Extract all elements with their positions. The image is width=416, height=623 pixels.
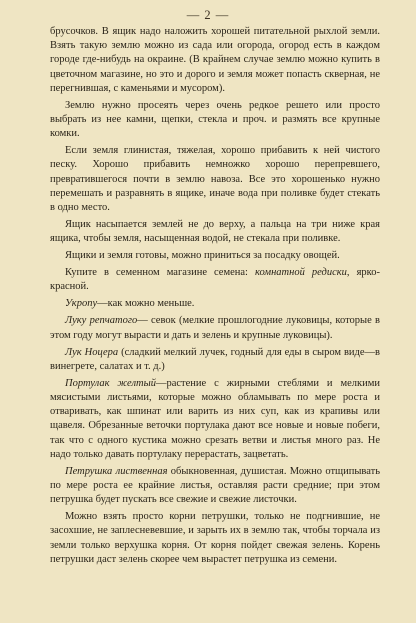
paragraph-text: Ящики и земля готовы, можно приниться за посадку овощей. <box>65 250 340 262</box>
paragraph-emphasis: комнатной редиски <box>255 267 347 279</box>
paragraph-text: —растение с жирными стеблями и мелкими мясистыми листьями, которые можно обламывать по мере роста и отваривать, как шпинат или варить из них суп, как из крапивы или щавеля. Обрезанные веточки портулака дают все новые и новые побеги, так что с одного кустика можно срезать ветви и листья много раз. Не надо только давать портулаку перерастать, зацветать. <box>50 377 380 460</box>
page-body <box>50 25 380 570</box>
paragraph-dill <box>50 297 380 311</box>
paragraph-filling-box <box>50 218 380 246</box>
paragraph-intro <box>50 25 380 96</box>
paragraph-text: брусочков. В ящик надо наложить хорошей питательной рыхлой земли. Взять такую землю можно из сада или огорода, огород есть в каждом городе где-нибудь на окраине. (В крайнем случае землю можно купить в цветочном магазине, но это и дорого и земля может попасть скверная, не перегнившая, с каменьями и мусором). <box>50 26 380 94</box>
paragraph-ready <box>50 249 380 263</box>
paragraph-text: Землю нужно просеять через очень редкое решето или просто выбрать из нее камни, щепки, стекла и проч. и размять все крупные комки. <box>50 99 380 140</box>
paragraph-onion <box>50 314 380 342</box>
paragraph-purslane <box>50 377 380 462</box>
paragraph-clay-soil <box>50 144 380 215</box>
paragraph-emphasis: Портулак желтый <box>65 377 156 389</box>
paragraph-emphasis: Укропу <box>65 298 98 310</box>
paragraph-emphasis: Лук Ноцера <box>65 346 119 358</box>
paragraph-nocera-onion <box>50 346 380 374</box>
paragraph-parsley <box>50 465 380 508</box>
paragraph-emphasis: Луку репчатого <box>65 315 138 327</box>
paragraph-text: Ящик насыпается землей не до верху, а пальца на три ниже края ящика, чтобы земля, насыщенная водой, не стекала при поливке. <box>50 219 380 245</box>
page-number: — 2 — <box>186 8 230 22</box>
paragraph-text: — севок (мелкие прошлогодние луковицы, которые в этом году могут вырасти и дать и зелень и крупные луковицы). <box>50 315 380 341</box>
paragraph-lead: Купите в семенном магазине семена: <box>65 267 256 279</box>
paragraph-text: —как можно меньше. <box>97 298 195 310</box>
paragraph-text: Можно взять просто корни петрушки, только не подгнившие, не засохшие, не заплесневевшие, и зарыть их в землю так, чтобы торчала из земли только верхушка корня. От корня пойдет свежая зелень. Корень петрушки даст зелень скорее чем вырастет петрушка из семени. <box>50 511 380 565</box>
paragraph-text: обыкновенная, душистая. Можно отщипывать по мере роста ее крайние листья, оставляя расти средние; при этом петрушка будет пускать все свежие и свежие листочки. <box>50 465 380 506</box>
paragraph-text: , ярко-красной. <box>50 267 380 293</box>
paragraph-sifting <box>50 99 380 142</box>
paragraph-seeds <box>50 266 380 294</box>
paragraph-emphasis: Петрушка лиственная <box>65 465 168 477</box>
paragraph-parsley-roots <box>50 510 380 567</box>
paragraph-text: (сладкий мелкий лучек, годный для еды в сыром виде—в винегрете, салатах и т. д.) <box>50 346 380 372</box>
paragraph-text: Если земля глинистая, тяжелая, хорошо прибавить к ней чистого песку. Хорошо прибавить немножко хорошо перепревшего, превратившегося почти в землю навоза. Все это хорошенько нужно перемешать и разравнять в ящике, иначе вода при поливке будет стекать в одно место. <box>50 145 380 214</box>
